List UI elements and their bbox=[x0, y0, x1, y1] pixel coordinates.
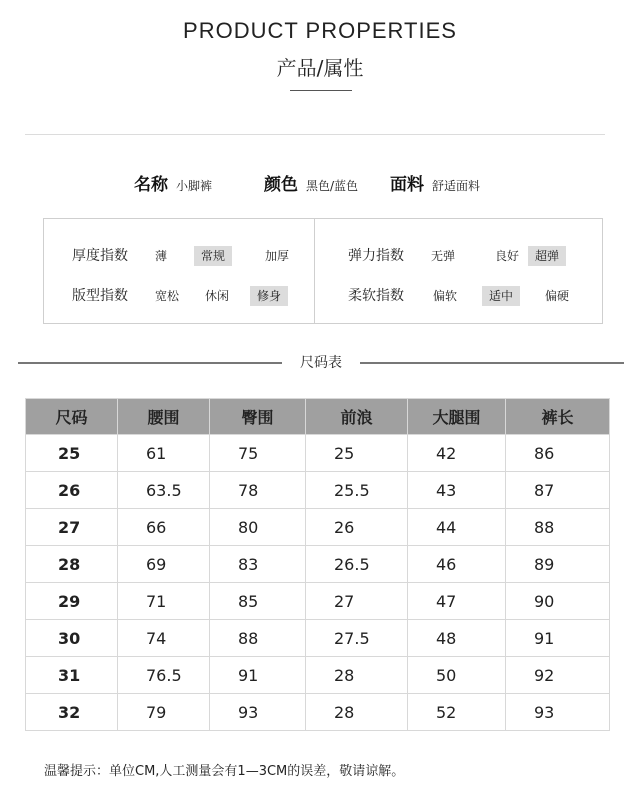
elasticity-option-super-selected: 超弹 bbox=[528, 246, 566, 266]
cell-size: 32 bbox=[26, 694, 118, 731]
cell-size: 29 bbox=[26, 583, 118, 620]
cell-waist: 76.5 bbox=[118, 657, 210, 694]
basic-info-color bbox=[264, 170, 358, 195]
table-row bbox=[26, 546, 610, 583]
section-divider bbox=[25, 134, 605, 135]
name-key: 名称 bbox=[134, 175, 168, 195]
cell-waist: 69 bbox=[118, 546, 210, 583]
cell-hip: 83 bbox=[210, 546, 306, 583]
cell-hip: 75 bbox=[210, 435, 306, 472]
cell-size: 30 bbox=[26, 620, 118, 657]
cell-size: 28 bbox=[26, 546, 118, 583]
basic-info-name bbox=[134, 170, 212, 195]
cell-size: 27 bbox=[26, 509, 118, 546]
cell-length: 93 bbox=[506, 694, 610, 731]
cell-waist: 63.5 bbox=[118, 472, 210, 509]
cell-waist: 61 bbox=[118, 435, 210, 472]
size-chart-title: 尺码表 bbox=[300, 355, 342, 371]
cell-hip: 93 bbox=[210, 694, 306, 731]
table-row bbox=[26, 620, 610, 657]
cell-waist: 79 bbox=[118, 694, 210, 731]
softness-option-medium-selected: 适中 bbox=[482, 286, 520, 306]
cell-front-rise: 25.5 bbox=[306, 472, 408, 509]
fabric-value: 舒适面料 bbox=[432, 179, 481, 193]
size-title-line-right bbox=[360, 362, 624, 364]
cell-front-rise: 27.5 bbox=[306, 620, 408, 657]
footnote: 温馨提示：单位CM,人工测量会有1—3CM的误差，敬请谅解。 bbox=[44, 764, 405, 779]
fit-option-loose: 宽松 bbox=[155, 289, 180, 303]
cell-hip: 80 bbox=[210, 509, 306, 546]
color-key: 颜色 bbox=[264, 175, 298, 195]
cell-hip: 88 bbox=[210, 620, 306, 657]
fit-label: 版型指数 bbox=[72, 288, 128, 304]
cell-thigh: 42 bbox=[408, 435, 506, 472]
cell-waist: 66 bbox=[118, 509, 210, 546]
table-row bbox=[26, 435, 610, 472]
color-value: 黑色/蓝色 bbox=[306, 179, 359, 193]
cell-hip: 85 bbox=[210, 583, 306, 620]
thickness-label: 厚度指数 bbox=[72, 248, 128, 264]
cell-thigh: 52 bbox=[408, 694, 506, 731]
size-chart-title-row bbox=[18, 352, 624, 374]
table-row bbox=[26, 583, 610, 620]
cell-thigh: 44 bbox=[408, 509, 506, 546]
cell-hip: 78 bbox=[210, 472, 306, 509]
table-row bbox=[26, 694, 610, 731]
softness-option-hard: 偏硬 bbox=[545, 289, 570, 303]
cell-length: 87 bbox=[506, 472, 610, 509]
cell-thigh: 43 bbox=[408, 472, 506, 509]
thickness-option-thin: 薄 bbox=[155, 249, 168, 263]
basic-info-fabric bbox=[390, 170, 480, 195]
cell-size: 26 bbox=[26, 472, 118, 509]
fabric-key: 面料 bbox=[390, 175, 424, 195]
cell-waist: 74 bbox=[118, 620, 210, 657]
title-cn: 产品/属性 bbox=[276, 56, 364, 80]
thickness-option-thick: 加厚 bbox=[265, 249, 290, 263]
header-waist: 腰围 bbox=[118, 399, 210, 435]
header-length: 裤长 bbox=[506, 399, 610, 435]
name-value: 小脚裤 bbox=[176, 179, 213, 193]
cell-front-rise: 28 bbox=[306, 657, 408, 694]
cell-thigh: 46 bbox=[408, 546, 506, 583]
cell-front-rise: 27 bbox=[306, 583, 408, 620]
header-thigh: 大腿围 bbox=[408, 399, 506, 435]
cell-length: 88 bbox=[506, 509, 610, 546]
cell-thigh: 48 bbox=[408, 620, 506, 657]
size-title-line-left bbox=[18, 362, 282, 364]
table-row bbox=[26, 472, 610, 509]
cell-size: 25 bbox=[26, 435, 118, 472]
cell-thigh: 47 bbox=[408, 583, 506, 620]
cell-length: 86 bbox=[506, 435, 610, 472]
cell-thigh: 50 bbox=[408, 657, 506, 694]
cell-hip: 91 bbox=[210, 657, 306, 694]
header-size: 尺码 bbox=[26, 399, 118, 435]
header-front-rise: 前浪 bbox=[306, 399, 408, 435]
cell-front-rise: 26 bbox=[306, 509, 408, 546]
cell-size: 31 bbox=[26, 657, 118, 694]
thickness-option-regular-selected: 常规 bbox=[194, 246, 232, 266]
cell-length: 91 bbox=[506, 620, 610, 657]
basic-info-row bbox=[0, 170, 640, 198]
table-row bbox=[26, 509, 610, 546]
cell-length: 89 bbox=[506, 546, 610, 583]
softness-option-soft: 偏软 bbox=[433, 289, 458, 303]
attribute-box bbox=[43, 218, 603, 324]
attribute-box-divider bbox=[314, 219, 315, 323]
size-table bbox=[25, 398, 610, 731]
table-row bbox=[26, 657, 610, 694]
size-table-header-row bbox=[26, 399, 610, 435]
elasticity-label: 弹力指数 bbox=[348, 248, 404, 264]
cell-length: 92 bbox=[506, 657, 610, 694]
fit-option-casual: 休闲 bbox=[205, 289, 230, 303]
elasticity-option-none: 无弹 bbox=[431, 249, 456, 263]
softness-label: 柔软指数 bbox=[348, 288, 404, 304]
cell-length: 90 bbox=[506, 583, 610, 620]
title-underline bbox=[290, 90, 352, 91]
cell-waist: 71 bbox=[118, 583, 210, 620]
cell-front-rise: 26.5 bbox=[306, 546, 408, 583]
elasticity-option-good: 良好 bbox=[495, 249, 520, 263]
cell-front-rise: 25 bbox=[306, 435, 408, 472]
fit-option-slim-selected: 修身 bbox=[250, 286, 288, 306]
title-en: PRODUCT PROPERTIES bbox=[183, 18, 457, 43]
header-hip: 臀围 bbox=[210, 399, 306, 435]
cell-front-rise: 28 bbox=[306, 694, 408, 731]
